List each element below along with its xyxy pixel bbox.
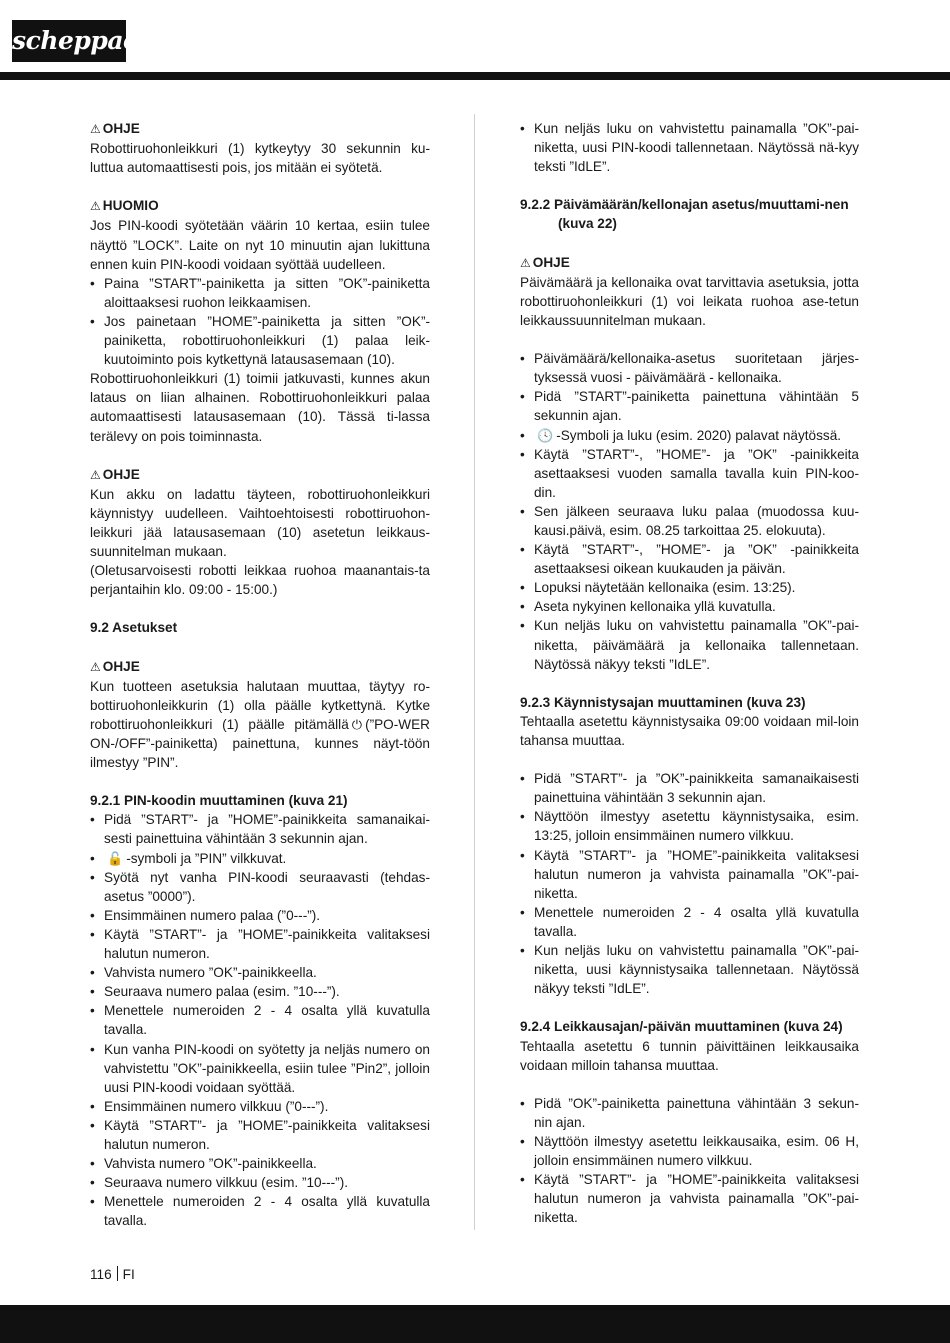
header-rule [0,72,950,80]
paragraph: Tehtaalla asetettu käynnistysaika 09:00 voidaan mil-loin tahansa muuttaa. [520,713,859,748]
list-item: • Pidä ”OK”-painiketta painettuna vähintään 3 sekun-nin ajan. [520,1094,859,1132]
list-item: • Jos painetaan ”HOME”-painiketta ja sitten ”OK”-painiketta, robottiruohonleikkuri (1) palaa leik-kuutoiminto pois kytkettynä latausasemaan (10). [90,312,430,369]
warning-triangle-icon: ⚠ [520,255,531,270]
list-item: • Käytä ”START”-, ”HOME”- ja ”OK” -painikkeita asettaaksesi vuoden samalla tavalla kuin PIN-koo-din. [520,445,859,502]
steps-list [520,769,859,998]
list-item: • Näyttöön ilmestyy asetettu leikkausaika, esim. 06 H, jolloin ensimmäinen numero vilkkuu. [520,1132,859,1170]
note-text: Kun tuotteen asetuksia halutaan muuttaa, täytyy ro-bottiruohonleikkurin (1) olla päälle kytkettynä. Kytke robottiruohonleikkuri (1) päälle pitämällä ⏻ (”PO-WER ON-/OFF”-painiketta) painettuna, kunnes näyt-töön ilmestyy ”PIN”. [90,678,430,771]
caution-list [90,274,430,369]
power-button-icon: ⏻ [351,716,363,732]
list-item: • Vahvista numero ”OK”-painikkeella. [90,1154,430,1173]
list-item: • Syötä nyt vanha PIN-koodi seuraavasti (tehdas-asetus ”0000”). [90,868,430,906]
list-item: • Aseta nykyinen kellonaika yllä kuvatulla. [520,597,859,616]
list-item: • Ensimmäinen numero palaa (”0---”). [90,906,430,925]
list-item: • 🕓 -Symboli ja luku (esim. 2020) palavat näytössä. [520,426,859,445]
list-item: • Käytä ”START”- ja ”HOME”-painikkeita valitaksesi halutun numeron. [90,1116,430,1154]
note-text: Päivämäärä ja kellonaika ovat tarvittavia asetuksia, jotta robottiruohonleikkuri (1) voi leikata ruohoa ase-tetun leikkaussuunnitelman mukaan. [520,274,859,328]
warning-triangle-icon: ⚠ [90,467,101,482]
list-item: • Näyttöön ilmestyy asetettu käynnistysaika, esim. 13:25, jolloin ensimmäinen numero vilkkuu. [520,807,859,845]
brand-logo: scheppach [12,20,126,62]
list-item: • Käytä ”START”- ja ”HOME”-painikkeita valitaksesi halutun numeron ja vahvista painamalla ”OK”-pai-niketta. [520,846,859,903]
footer-separator [117,1266,118,1281]
section-heading: 9.2 Asetukset [90,620,178,636]
list-item: • Käytä ”START”-, ”HOME”- ja ”OK” -painikkeita asettaaksesi oikean kuukauden ja päivän. [520,540,859,578]
page-footer [90,1265,135,1284]
list-item: • Pidä ”START”- ja ”HOME”-painikkeita samanaikai-sesti painettuina vähintään 3 sekunnin ajan. [90,810,430,848]
list-item: • Paina ”START”-painiketta ja sitten ”OK”-painiketta aloittaaksesi ruohon leikkaamisen. [90,274,430,312]
list-item: • Käytä ”START”- ja ”HOME”-painikkeita valitaksesi halutun numeron ja vahvista painamalla ”OK”-pai-niketta. [520,1170,859,1227]
note-heading: ⚠ OHJE [90,121,140,136]
note-heading: ⚠ OHJE [520,254,570,270]
note-heading: ⚠ OHJE [90,466,140,482]
list-item: • Kun neljäs luku on vahvistettu painamalla ”OK”-pai-niketta, uusi PIN-koodi tallennetaan. Näytössä nä-kyy teksti ”IdLE”. [520,119,859,176]
caution-heading: ⚠ HUOMIO [90,198,159,214]
list-item: • Pidä ”START”- ja ”OK”-painikkeita samanaikaisesti painettuina vähintään 3 sekunnin ajan. [520,769,859,807]
right-column [520,119,859,1227]
subsection-heading: 9.2.4 Leikkausajan/-päivän muuttaminen (kuva 24) [520,1019,843,1035]
note-text: Robottiruohonleikkuri (1) kytkeytyy 30 sekunnin ku-luttua automaattisesti pois, jos mitään ei syötetä. [90,141,430,176]
list-item: • Menettele numeroiden 2 - 4 osalta yllä kuvatulla tavalla. [90,1001,430,1039]
note-heading: ⚠ OHJE [90,658,140,674]
list-item: • Menettele numeroiden 2 - 4 osalta yllä kuvatulla tavalla. [520,903,859,941]
list-item: • Pidä ”START”-painiketta painettuna vähintään 5 sekunnin ajan. [520,387,859,425]
warning-triangle-icon: ⚠ [90,199,101,214]
note-text: (Oletusarvoisesti robotti leikkaa ruohoa maanantais-ta perjantaihin klo. 09:00 - 15:00.) [90,563,430,598]
subsection-heading: 9.2.2 Päivämäärän/kellonajan asetus/muuttami-nen (kuva 22) [520,197,849,232]
language-code: FI [122,1267,135,1282]
clock-icon: 🕓 [537,427,554,443]
subsection-heading: 9.2.1 PIN-koodin muuttaminen (kuva 21) [90,793,348,809]
list-item: • Menettele numeroiden 2 - 4 osalta yllä kuvatulla tavalla. [90,1192,430,1230]
list-item: • Sen jälkeen seuraava luku palaa (muodossa kuu-kausi.päivä, esim. 08.25 tarkoittaa 25. elokuuta). [520,502,859,540]
page-number: 116 [90,1267,112,1282]
list-item: • Kun neljäs luku on vahvistettu painamalla ”OK”-pai-niketta, päivämäärä ja kellonaika tallennetaan. Näytössä näkyy teksti ”IdLE”. [520,616,859,673]
list-item: • Seuraava numero palaa (esim. ”10---”). [90,982,430,1001]
list-item: • Ensimmäinen numero vilkkuu (”0---”). [90,1097,430,1116]
steps-list [520,119,859,176]
list-item: • Kun vanha PIN-koodi on syötetty ja neljäs numero on vahvistettu ”OK”-painikkeella, esiin tulee ”Pin2”, jolloin uusi PIN-koodi voidaan syöttää. [90,1040,430,1097]
caution-text: Jos PIN-koodi syötetään väärin 10 kertaa, esiin tulee näyttö ”LOCK”. Laite on nyt 10 minuutin ajan lukittuna ennen kuin PIN-koodi voidaan syöttää uudelleen. [90,218,430,272]
list-item: • Lopuksi näytetään kellonaika (esim. 13:25). [520,578,859,597]
list-item: • Päivämäärä/kellonaika-asetus suoritetaan järjes-tyksessä vuosi - päivämäärä - kellonaika. [520,349,859,387]
steps-list [90,810,430,1230]
column-divider [474,114,475,1230]
warning-triangle-icon: ⚠ [90,122,101,136]
list-item: • 🔓 -symboli ja ”PIN” vilkkuvat. [90,849,430,868]
list-item: • Kun neljäs luku on vahvistettu painamalla ”OK”-pai-niketta, uusi käynnistysaika tallennetaan. Näytössä näkyy teksti ”IdLE”. [520,941,859,998]
padlock-icon: 🔓 [107,850,124,866]
paragraph: Tehtaalla asetettu 6 tunnin päivittäinen leikkausaika voidaan milloin tahansa muuttaa. [520,1038,859,1073]
note-text: Kun akku on ladattu täyteen, robottiruohonleikkuri käynnistyy uudelleen. Vaihtoehtoisesti robottiruohon-leikkuri jää latausasemaan (10) asetetun leikkaus-suunnitelman mukaan. [90,486,430,560]
steps-list [520,349,859,674]
bottom-band [0,1305,950,1343]
list-item: • Käytä ”START”- ja ”HOME”-painikkeita valitaksesi halutun numeron. [90,925,430,963]
list-item: • Vahvista numero ”OK”-painikkeella. [90,963,430,982]
steps-list [520,1094,859,1228]
left-column [90,119,430,1230]
list-item: • Seuraava numero vilkkuu (esim. ”10---”). [90,1173,430,1192]
paragraph: Robottiruohonleikkuri (1) toimii jatkuvasti, kunnes akun lataus on liian alhainen. Robottiruohonleikkuri palaa automaattisesti latausasemaan (10). Tässä ti-lassa terälevy on pois toiminnasta. [90,371,430,444]
warning-triangle-icon: ⚠ [90,659,101,674]
subsection-heading: 9.2.3 Käynnistysajan muuttaminen (kuva 23) [520,694,806,710]
